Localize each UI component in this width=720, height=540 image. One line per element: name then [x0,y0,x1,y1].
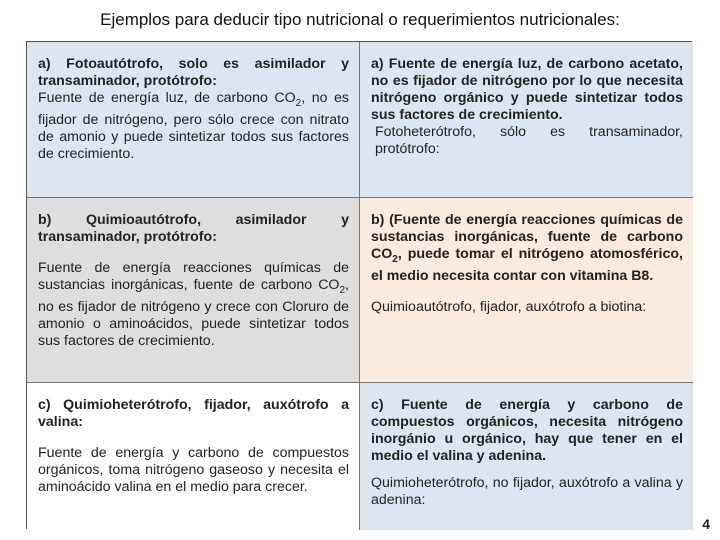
cell-a-right-heading: a) Fuente de energía luz, de carbono acetato, no es fijador de nitrógeno por lo que necesita nitrógeno orgánico y puede sintetizar todos sus factores de crecimiento. [371,56,683,123]
cell-a-right [360,42,693,198]
examples-table [26,41,692,529]
cell-a-left-heading: a) Fotoautótrofo, solo es asimilador y transaminador, protótrofo: [38,56,349,89]
page-title: Ejemplos para deducir tipo nutricional o requerimientos nutricionales: [100,10,620,29]
cell-c-left-body: Fuente de energía y carbono de compuestos orgánicos, toma nitrógeno gaseoso y necesita el aminoácido valina en el medio para crecer. [38,445,349,495]
cell-c-left-heading: c) Quimioheterótrofo, fijador, auxótrofo a valina: [38,397,349,430]
cell-b-right [360,198,693,383]
cell-b-left-body: Fuente de energía reacciones químicas de sustancias inorgánicas, fuente de carbono $CO_2$, no es fijador de nitrógeno y crece con Cloruro de amonio o aminoácidos, puede sintetizar todos sus factores de crecimiento. [38,260,349,349]
page-number: 4 [702,516,710,532]
cell-b-right-heading: b) (Fuente de energía reacciones químicas de sustancias inorgánicas, fuente de carbono $CO_2$, puede tomar el nitrógeno atomosférico, el medio necesita contar con vitamina B8. [371,212,683,284]
cell-a-left [27,42,360,198]
cell-c-right-heading: c) Fuente de energía y carbono de compuestos orgánicos, necesita nitrógeno inorgánio u orgánico, hay que tener en el medio el valina y adenina. [371,397,683,464]
cell-b-right-body: Quimioautótrofo, fijador, auxótrofo a biotina: [371,298,647,315]
cell-c-right-body: Quimioheterótrofo, no fijador, auxótrofo a valina y adenina: [371,475,683,508]
cell-b-left-heading: b) Quimioautótrofo, asimilador y transaminador, protótrofo: [38,212,349,245]
cell-c-right [360,383,693,530]
cell-c-left [27,383,360,530]
cell-a-left-body: Fuente de energía luz, de carbono $CO_2$, no es fijador de nitrógeno, pero sólo crece con nitrato de amonio y puede sintetizar todos sus factores de crecimiento. [38,90,350,162]
cell-b-left [27,198,360,383]
cell-a-right-body: Fotoheterótrofo, sólo es transaminador, protótrofo: [375,124,683,157]
